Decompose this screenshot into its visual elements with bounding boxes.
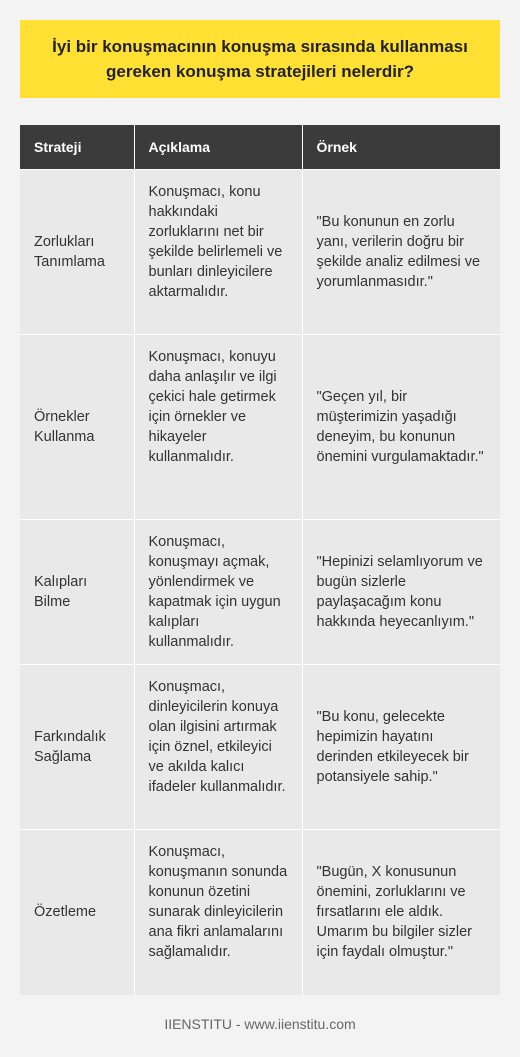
- example-cell: "Hepinizi selamlıyorum ve bugün sizlerle paylaşacağım konu hakkında heyecanlıyım.": [302, 520, 500, 665]
- description-cell: Konuşmacı, konuşmayı açmak, yönlendirmek ve kapatmak için uygun kalıpları kullanmalıdır.: [134, 520, 302, 665]
- table-row: [20, 335, 500, 520]
- table-row: [20, 170, 500, 335]
- example-cell: "Bu konu, gelecekte hepimizin hayatını derinden etkileyecek bir potansiyele sahip.": [302, 665, 500, 830]
- description-cell: Konuşmacı, konuşmanın sonunda konunun özetini sunarak dinleyicilerin ana fikri anlamalarını sağlamalıdır.: [134, 830, 302, 995]
- footer-credit: IIENSTITU - www.iienstitu.com: [164, 1016, 356, 1032]
- strategy-table: [20, 125, 500, 995]
- strategy-cell: Özetleme: [20, 830, 134, 995]
- table-row: [20, 520, 500, 665]
- strategy-cell: Örnekler Kullanma: [20, 335, 134, 520]
- header-ornek: Örnek: [302, 125, 500, 170]
- example-cell: "Bu konunun en zorlu yanı, verilerin doğru bir şekilde analiz edilmesi ve yorumlanmasıdır.": [302, 170, 500, 335]
- example-cell: "Geçen yıl, bir müşterimizin yaşadığı deneyim, bu konunun önemini vurgulamaktadır.": [302, 335, 500, 520]
- page-title: İyi bir konuşmacının konuşma sırasında kullanması gereken konuşma stratejileri nelerdir?: [52, 37, 468, 81]
- description-cell: Konuşmacı, konu hakkındaki zorluklarını net bir şekilde belirlemeli ve bunları dinleyicilere aktarmalıdır.: [134, 170, 302, 335]
- header-strateji: Strateji: [20, 125, 134, 170]
- strategy-cell: Farkındalık Sağlama: [20, 665, 134, 830]
- table-row: [20, 830, 500, 995]
- description-cell: Konuşmacı, dinleyicilerin konuya olan ilgisini artırmak için öznel, etkileyici ve akılda kalıcı ifadeler kullanmalıdır.: [134, 665, 302, 830]
- strategy-cell: Zorlukları Tanımlama: [20, 170, 134, 335]
- description-cell: Konuşmacı, konuyu daha anlaşılır ve ilgi çekici hale getirmek için örnekler ve hikayeler kullanmalıdır.: [134, 335, 302, 520]
- header-aciklama: Açıklama: [134, 125, 302, 170]
- table-header-row: [20, 125, 500, 170]
- example-cell: "Bugün, X konusunun önemini, zorluklarını ve fırsatlarını ele aldık. Umarım bu bilgiler sizler için faydalı olmuştur.": [302, 830, 500, 995]
- strategy-cell: Kalıpları Bilme: [20, 520, 134, 665]
- table-row: [20, 665, 500, 830]
- title-banner: [20, 20, 500, 98]
